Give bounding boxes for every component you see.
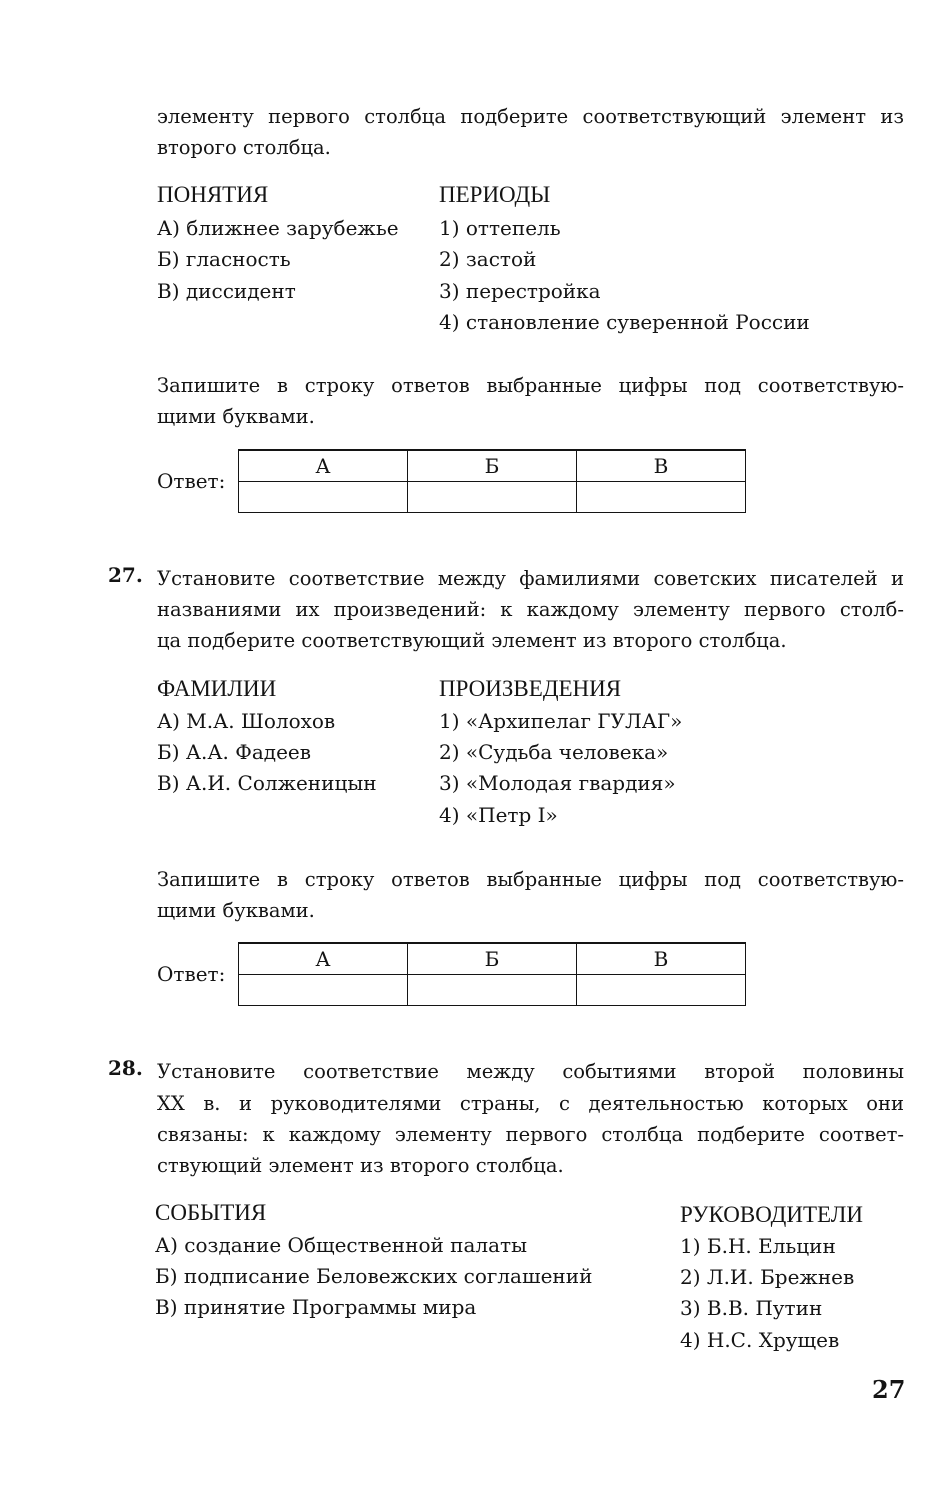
q26-answer-cell-c[interactable] — [577, 482, 746, 513]
q27-answer-header-b: Б — [408, 943, 577, 975]
q28-text-line-2: XX в. и руководителями страны, с деятельностью которых они — [157, 1092, 904, 1115]
q26-option-1: 1) оттепель — [439, 216, 561, 240]
q27-col1-title: ФАМИЛИИ — [157, 676, 277, 701]
q27-text-line-1: Установите соответствие между фамилиями советских писателей и — [157, 567, 904, 590]
q26-item-a: А) ближнее зарубежье — [157, 216, 399, 240]
q26-item-c: В) диссидент — [157, 279, 296, 303]
q27-answer-cell-c[interactable] — [577, 975, 746, 1006]
q28-text-line-1: Установите соответствие между событиями второй половины — [157, 1060, 904, 1083]
q28-option-4: 4) Н.С. Хрущев — [680, 1328, 840, 1352]
q26-col1-title: ПОНЯТИЯ — [157, 182, 269, 207]
q27-item-b: Б) А.А. Фадеев — [157, 740, 311, 764]
q28-text-line-4: ствующий элемент из второго столбца. — [157, 1154, 564, 1177]
q28-option-3: 3) В.В. Путин — [680, 1296, 823, 1320]
q26-answer-cell-b[interactable] — [408, 482, 577, 513]
q27-option-3: 3) «Молодая гвардия» — [439, 771, 676, 795]
q26-answer-table — [238, 449, 746, 513]
q26-answer-cell-a[interactable] — [239, 482, 408, 513]
q27-answer-table — [238, 942, 746, 1006]
q27-text-line-3: ца подберите соответствующий элемент из второго столбца. — [157, 629, 787, 652]
q27-number: 27. — [108, 563, 143, 587]
q26-answer-header-b: Б — [408, 450, 577, 482]
q27-answer-header-c: В — [577, 943, 746, 975]
q27-col2-title: ПРОИЗВЕДЕНИЯ — [439, 676, 622, 701]
q28-item-a: А) создание Общественной палаты — [155, 1233, 528, 1257]
q27-option-1: 1) «Архипелаг ГУЛАГ» — [439, 709, 683, 733]
q27-answer-cell-a[interactable] — [239, 975, 408, 1006]
q28-option-1: 1) Б.Н. Ельцин — [680, 1234, 836, 1258]
q28-item-b: Б) подписание Беловежских соглашений — [155, 1264, 593, 1288]
q28-item-c: В) принятие Программы мира — [155, 1295, 477, 1319]
page-number: 27 — [872, 1375, 906, 1404]
q27-option-4: 4) «Петр I» — [439, 803, 558, 827]
intro-line-2: второго столбца. — [157, 136, 331, 159]
q28-number: 28. — [108, 1056, 143, 1080]
q28-option-2: 2) Л.И. Брежнев — [680, 1265, 855, 1289]
q27-answer-header-a: А — [239, 943, 408, 975]
q26-option-2: 2) застой — [439, 247, 537, 271]
q26-option-3: 3) перестройка — [439, 279, 601, 303]
q26-answer-header-c: В — [577, 450, 746, 482]
q28-col1-title: СОБЫТИЯ — [155, 1200, 267, 1225]
q26-col2-title: ПЕРИОДЫ — [439, 182, 551, 207]
q26-option-4: 4) становление суверенной России — [439, 310, 810, 334]
q26-answer-header-a: А — [239, 450, 408, 482]
q27-answer-label: Ответ: — [157, 962, 226, 986]
q27-instruction-line-1: Запишите в строку ответов выбранные цифры под соответствую- — [157, 868, 904, 891]
q27-item-a: А) М.А. Шолохов — [157, 709, 336, 733]
q26-item-b: Б) гласность — [157, 247, 291, 271]
q27-text-line-2: названиями их произведений: к каждому элементу первого столб- — [157, 598, 904, 621]
q27-instruction-line-2: щими буквами. — [157, 899, 315, 922]
q28-col2-title: РУКОВОДИТЕЛИ — [680, 1202, 863, 1227]
q26-instruction-line-1: Запишите в строку ответов выбранные цифры под соответствую- — [157, 374, 904, 397]
q27-item-c: В) А.И. Солженицын — [157, 771, 377, 795]
q28-text-line-3: связаны: к каждому элементу первого столбца подберите соответ- — [157, 1123, 904, 1146]
q27-option-2: 2) «Судьба человека» — [439, 740, 669, 764]
q27-answer-cell-b[interactable] — [408, 975, 577, 1006]
intro-line-1: элементу первого столбца подберите соответствующий элемент из — [157, 105, 904, 128]
q26-answer-label: Ответ: — [157, 469, 226, 493]
q26-instruction-line-2: щими буквами. — [157, 405, 315, 428]
